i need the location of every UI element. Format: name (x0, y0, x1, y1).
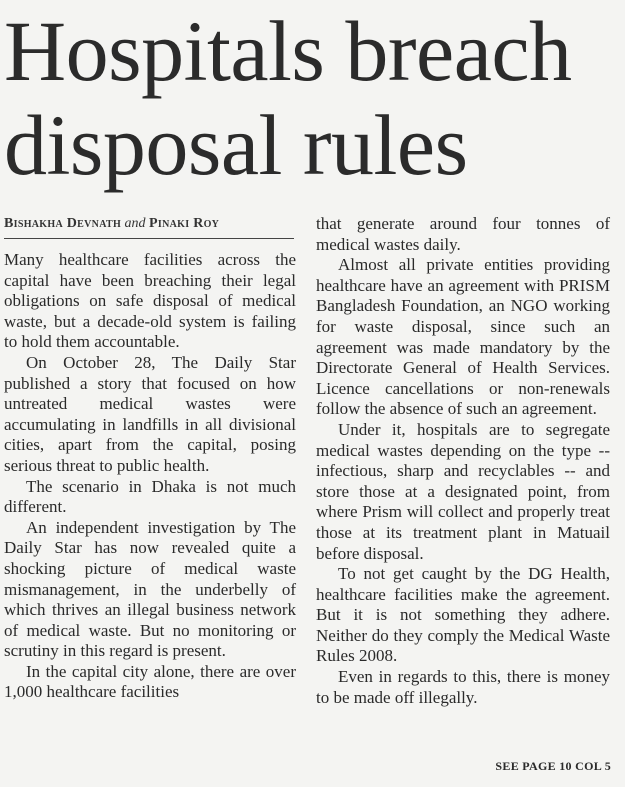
paragraph-right-4: To not get caught by the DG Health, healthcare facilities make the agreement. But it is not something they adhere. Neither do they comply the Medical Waste Rules 2008. (316, 564, 610, 666)
article-column-left (4, 250, 296, 703)
headline-line-1: Hospitals breach (4, 3, 572, 99)
article-column-right (316, 214, 610, 708)
paragraph-left-3: The scenario in Dhaka is not much different. (4, 476, 296, 517)
byline (4, 214, 294, 239)
paragraph-right-1: that generate around four tonnes of medical wastes daily. (316, 214, 610, 254)
byline-author-2: Pinaki Roy (149, 216, 220, 231)
paragraph-left-1: Many healthcare facilities across the capital have been breaching their legal obligations on safe disposal of medical waste, but a decade-old system is failing to hold them accountable. (4, 250, 296, 352)
paragraph-left-5: In the capital city alone, there are over 1,000 healthcare facilities (4, 661, 296, 702)
paragraph-left-2: On October 28, The Daily Star published a story that focused on how untreated medical wastes were accumulating in landfills in all divisional cities, apart from the capital, posing serious threat to public health. (4, 352, 296, 475)
paragraph-right-3: Under it, hospitals are to segregate medical wastes depending on the type -- infectious, sharp and recyclables -- and store those at a designated point, from where Prism will collect and properly treat those at its treatment plant in Matuail before disposal. (316, 419, 610, 563)
continuation-jump-line: SEE PAGE 10 COL 5 (495, 759, 611, 773)
paragraph-right-2: Almost all private entities providing healthcare have an agreement with PRISM Bangladesh Foundation, an NGO working for waste disposal, since such an agreement was made mandatory by the Directorate General of Health Services. Licence cancellations or non-renewals follow the absence of such an agreement. (316, 255, 610, 419)
headline-line-2: disposal rules (4, 97, 468, 193)
byline-author-1: Bishakha Devnath (4, 216, 122, 231)
paragraph-right-5: Even in regards to this, there is money to be made off illegally. (316, 667, 610, 707)
paragraph-left-4: An independent investigation by The Daily Star has now revealed quite a shocking picture of medical waste mismanagement, in the underbelly of which thrives an illegal business network of medical waste. But no monitoring or scrutiny in this regard is present. (4, 517, 296, 661)
headline (4, 4, 621, 192)
byline-conjunction: and (124, 216, 146, 231)
